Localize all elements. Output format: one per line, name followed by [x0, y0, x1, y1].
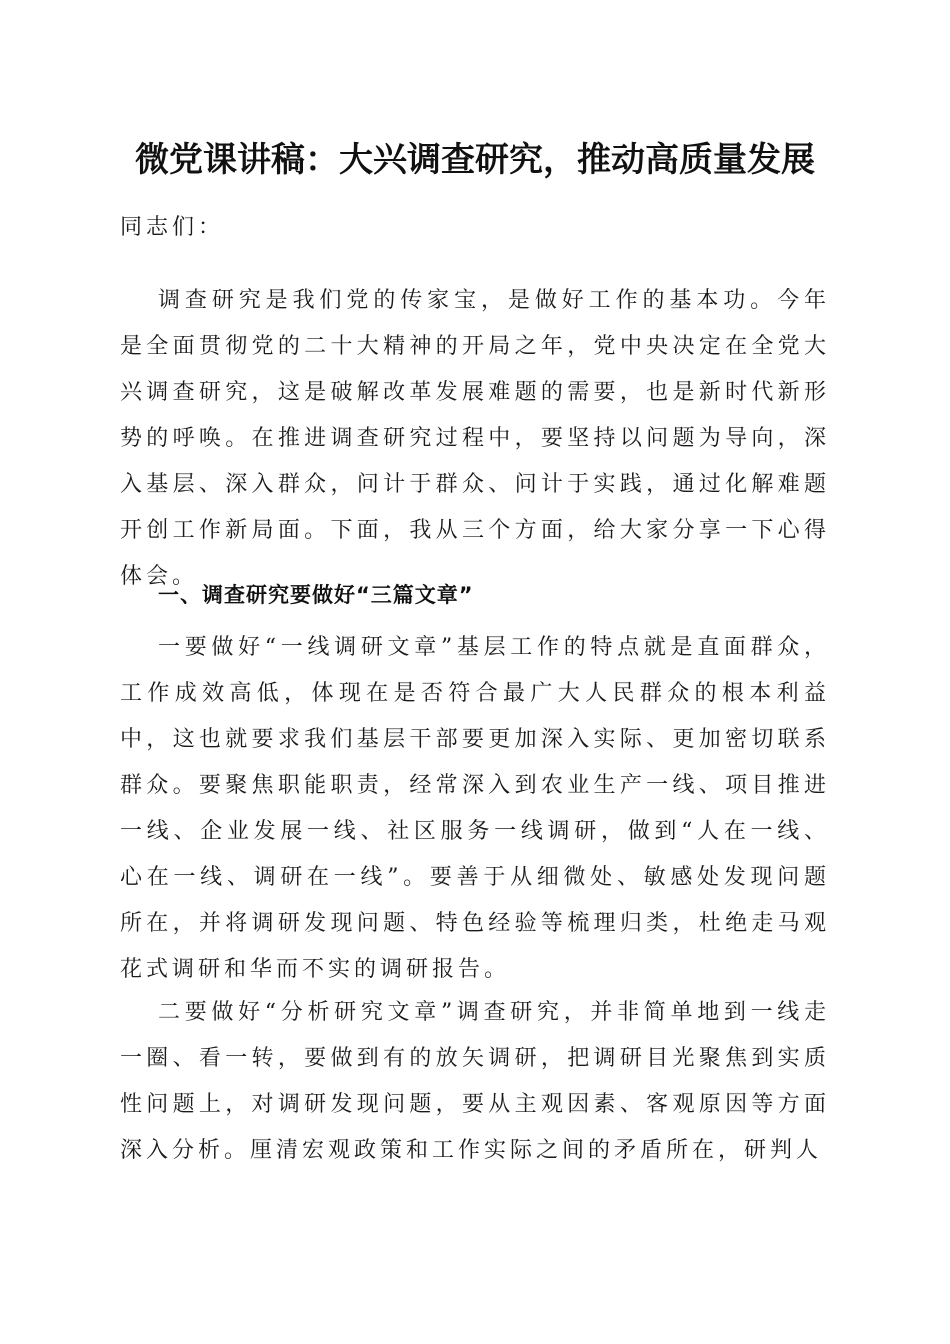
- paragraph-intro: 调查研究是我们党的传家宝，是做好工作的基本功。今年是全面贯彻党的二十大精神的开局之年，党中央决定在全党大兴调查研究，这是破解改革发展难题的需要，也是新时代新形势的呼唤。在推进调查研究过程中，要坚持以问题为导向，深入基层、深入群众，问计于群众、问计于实践，通过化解难题开创工作新局面。下面，我从三个方面，给大家分享一下心得体会。: [120, 288, 830, 589]
- paragraph-analysis-research: 二要做好“分析研究文章”调查研究，并非简单地到一线走一圈、看一转，要做到有的放矢调研，把调研目光聚焦到实质性问题上，对调研发现问题，要从主观因素、客观原因等方面深入分析。厘清宏观政策和工作实际之间的矛盾所在，研判人: [120, 1000, 830, 1163]
- document-title: 微党课讲稿：大兴调查研究，推动高质量发展: [135, 140, 815, 180]
- salutation: 同志们：: [120, 215, 225, 240]
- paragraph-frontline-research: 一要做好“一线调研文章”基层工作的特点就是直面群众，工作成效高低，体现在是否符合最广大人民群众的根本利益中，这也就要求我们基层干部要更加深入实际、更加密切联系群众。要聚焦职能职责，经常深入到农业生产一线、项目推进一线、企业发展一线、社区服务一线调研，做到“人在一线、心在一线、调研在一线”。要善于从细微处、敏感处发现问题所在，并将调研发现问题、特色经验等梳理归类，杜绝走马观花式调研和华而不实的调研报告。: [120, 635, 830, 982]
- section-heading-1: 一、调查研究要做好“三篇文章”: [158, 583, 474, 607]
